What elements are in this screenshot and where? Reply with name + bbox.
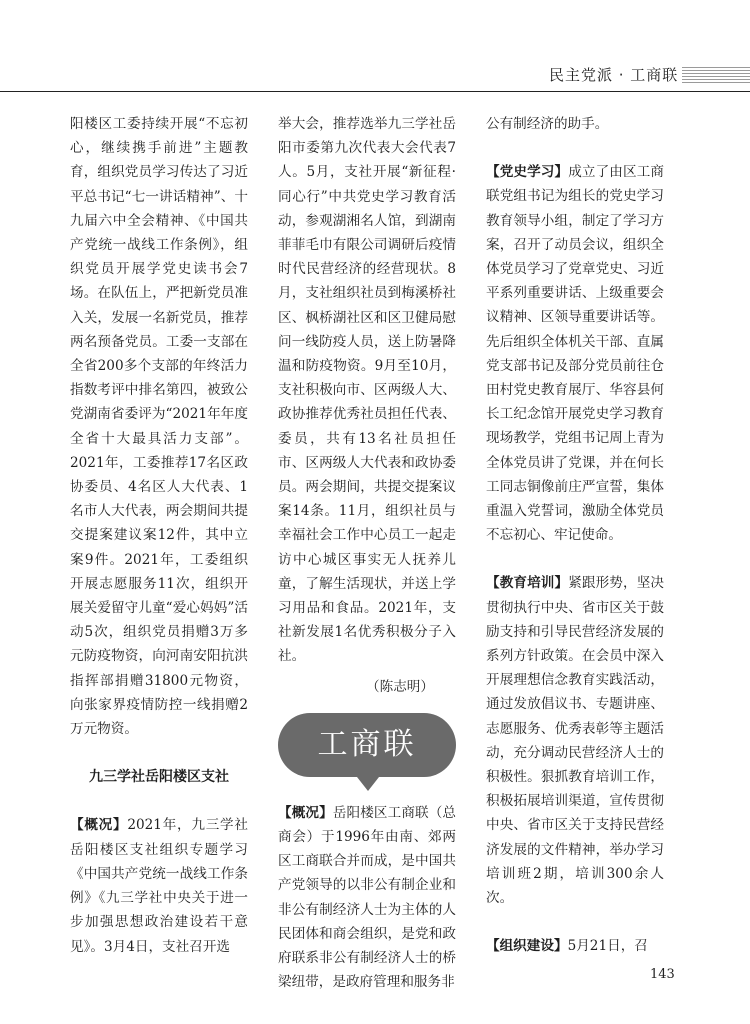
paragraph-text: 2021年，九三学社岳阳楼区支社组织专题学习《中国共产党统一战线工作条例》《九三学社中央关于进一步加强思想政治建设若干意见》。3月4日，支社召开选 xyxy=(70,817,248,955)
author-signature: （陈志明） xyxy=(366,678,434,695)
paragraph-tag: 【概况】 xyxy=(278,804,333,821)
column-3 xyxy=(486,112,664,959)
header-stripes-decoration xyxy=(682,67,750,83)
paragraph: 举大会，推荐选举九三学社岳阳市委第九次代表大会代表7人。5月，支社开展“新征程·同心行”中共党史学习教育活动，参观湖湘名人馆，到湖南菲菲毛巾有限公司调研后疫情时代民营经济的经营现状。8月，支社组织社员到梅溪桥社区、枫桥湖社区和区卫健局慰问一线防疫人员，送上防暑降温和防疫物资。9月至10月，支社积极向市、区两级人大、政协推荐优秀社员担任代表、委员，共有13名社员担任市、区两级人大代表和政协委员。两会期间，共提交提案议案14条。11月，组织社员与幸福社会工作中心员工一起走访中心城区事实无人抚养儿童，了解生活现状，并送上学习用品和食品。2021年，支社新发展1名优秀积极分子入社。 xyxy=(278,116,456,665)
paragraph: 公有制经济的助手。 xyxy=(486,116,609,132)
column-1 xyxy=(70,112,248,959)
paragraph xyxy=(486,934,664,958)
paragraph-tag: 【教育培训】 xyxy=(486,575,569,592)
paragraph-text: 紧跟形势，坚决贯彻执行中央、省市区关于鼓励支持和引导民营经济发展的系列方针政策。在会员中深入开展理想信念教育实践活动，通过发放倡议书、专题讲座、志愿服务、优秀表彰等主题活动，充分调动民营经济人士的积极性。狠抓教育培训工作，积极拓展培训渠道，宣传贯彻中央、省市区关于支持民营经济发展的文件精神，举办学习培训班2期，培训300余人次。 xyxy=(486,575,664,907)
section-title: 民主党派 · 工商联 xyxy=(549,66,679,84)
section-banner xyxy=(278,713,456,777)
page-number: 143 xyxy=(650,967,675,982)
paragraph-tag: 【党史学习】 xyxy=(486,164,569,181)
banner-title: 工商联 xyxy=(317,726,417,762)
paragraph-text: 岳阳楼区工商联（总商会）于1996年由南、郊两区工商联合并而成，是中国共产党领导的以非公有制企业和非公有制经济人士为主体的人民团体和商会组织，是党和政府联系非公有制经济人士的桥梁纽带，是政府管理和服务非 xyxy=(278,804,457,991)
paragraph: 阳楼区工委持续开展“不忘初心，继续携手前进”主题教育，组织党员学习传达了习近平总书记“七一讲话精神”、十九届六中全会精神、《中国共产党统一战线工作条例》，组织党员开展学党史读书会7场。在队伍上，严把新党员准入关，发展一名新党员，推荐两名预备党员。工委一支部在全省200多个支部的年终活力指数考评中排名第四，被致公党湖南省委评为“2021年年度全省十大最具活力支部”。2021年，工委推荐17名区政协委员、4名区人大代表、1名市人大代表，两会期间共提交提案建议案12件，其中立案9件。2021年，工委组织开展志愿服务11次，组织开展关爱留守儿童“爱心妈妈”活动5次，组织党员捐赠3万多元防疫物资，向河南安阳抗洪指挥部捐赠31800元物资，向张家界疫情防控一线捐赠2万元物资。 xyxy=(70,116,248,738)
paragraph xyxy=(486,571,664,910)
spacer xyxy=(70,741,248,765)
paragraph-text: 成立了由区工商联党组书记为组长的党史学习教育领导小组，制定了学习方案，召开了动员会议，组织全体党员学习了党章党史、习近平系列重要讲话、上级重要会议精神、区领导重要讲话等。先后组织全体机关干部、直属党支部书记及部分党员前往仓田村党史教育展厅、华容县何长工纪念馆开展党史学习教育现场教学，党组书记周上青为全体党员讲了党课，并在何长工同志铜像前庄严宣誓，集体重温入党誓词，激励全体党员不忘初心、牢记使命。 xyxy=(486,164,664,544)
paragraph xyxy=(278,801,456,995)
paragraph xyxy=(70,813,248,958)
paragraph-tag: 【组织建设】 xyxy=(486,938,568,955)
header-rule xyxy=(0,91,750,92)
paragraph-tag: 【概况】 xyxy=(70,817,128,834)
paragraph xyxy=(486,160,664,547)
paragraph-text: 5月21日，召 xyxy=(567,938,648,955)
section-subheading: 九三学社岳阳楼区支社 xyxy=(89,769,229,786)
column-2 xyxy=(278,112,456,995)
